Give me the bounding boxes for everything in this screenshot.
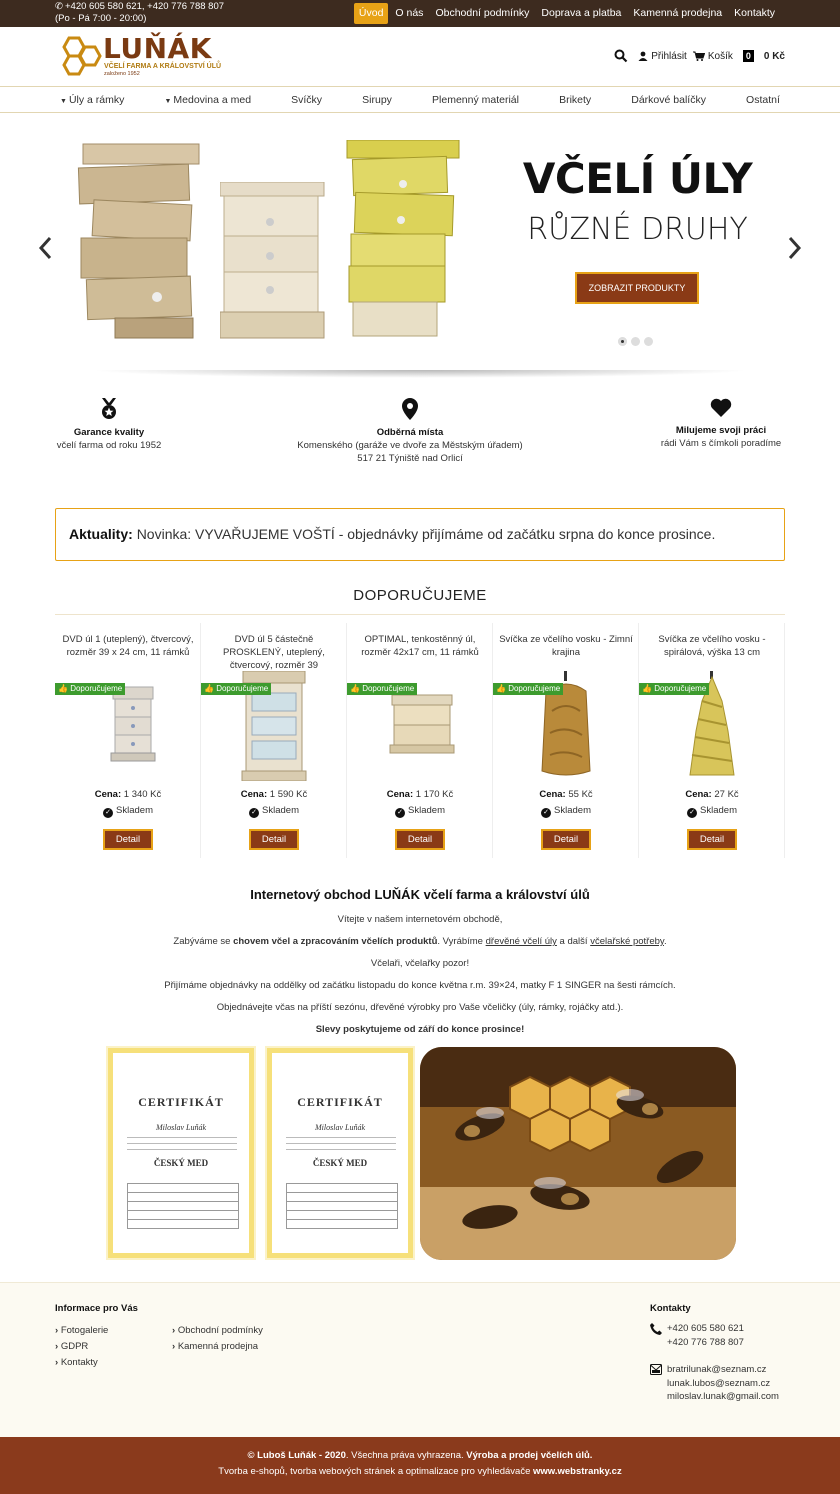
certificate-image[interactable]	[108, 1048, 254, 1258]
certificate-text-line	[127, 1143, 237, 1144]
heart-icon	[710, 398, 732, 418]
category-ostatni[interactable]: Ostatní	[746, 94, 780, 106]
product-name[interactable]: DVD úl 1 (uteplený), čtvercový, rozměr 39 x 24 cm, 11 rámků	[62, 634, 194, 658]
header-actions	[614, 49, 785, 63]
phone-icon: ✆	[55, 1, 63, 12]
logo-since: založeno 1952	[104, 71, 140, 77]
price-label: Cena:	[240, 789, 268, 800]
footer-link-kontakty[interactable]: › Kontakty	[55, 1357, 98, 1368]
footer-links-col-2	[172, 1323, 263, 1355]
intro-paragraph: Přijímáme objednávky na oddělky od začátku listopadu do konce května r.m. 39×24, matky F 1 SINGER na šesti rámcích.	[164, 980, 676, 991]
price-value: 1 340 Kč	[123, 789, 162, 800]
stock-status	[639, 805, 785, 818]
certificate-text-line	[127, 1137, 237, 1138]
certificate-table	[286, 1183, 398, 1229]
intro-paragraph: Objednávejte včas na příští sezónu, dřevěné výrobky pro Vaše včeličky (úly, rámky, rojáčky atd.).	[216, 1002, 624, 1013]
phone-numbers: +420 605 580 621, +420 776 788 807	[65, 1, 225, 12]
contact-info	[55, 1, 224, 25]
footer-phone[interactable]: +420 776 788 807	[667, 1336, 744, 1348]
detail-button[interactable]: Detail	[103, 829, 153, 850]
logo-tagline: VČELÍ FARMA A KRÁLOVSTVÍ ÚLŮ	[104, 63, 222, 70]
news-label: Aktuality:	[69, 526, 133, 542]
thumbs-up-icon: 👍	[58, 684, 68, 693]
certificate-product: ČESKÝ MED	[312, 1158, 368, 1168]
detail-button[interactable]: Detail	[541, 829, 591, 850]
product-price	[55, 789, 201, 800]
footer-email[interactable]: lunak.lubos@seznam.cz	[667, 1377, 771, 1389]
site-header	[0, 27, 840, 87]
recommended-badge	[347, 683, 417, 695]
medal-icon	[99, 398, 119, 420]
feature-love	[655, 398, 787, 450]
intro-paragraph	[55, 1019, 785, 1041]
map-pin-icon	[402, 398, 418, 420]
copyright-bar	[0, 1437, 840, 1494]
price-label: Cena:	[94, 789, 122, 800]
price-value: 27 Kč	[714, 789, 739, 800]
show-products-button[interactable]: ZOBRAZIT PRODUKTY	[575, 272, 699, 304]
category-svicky[interactable]: Svíčky	[291, 94, 323, 106]
certificate-image[interactable]	[267, 1048, 413, 1258]
product-price	[493, 789, 639, 800]
certificate-text-line	[286, 1137, 396, 1138]
caret-down-icon: ▼	[60, 98, 67, 105]
envelope-icon	[650, 1364, 662, 1375]
credits-link[interactable]: www.webstranky.cz	[533, 1466, 622, 1477]
thumbs-up-icon: 👍	[642, 684, 652, 693]
certificate-name: Miloslav Luňák	[315, 1123, 365, 1132]
price-label: Cena:	[685, 789, 712, 800]
phone-icon	[650, 1323, 662, 1335]
intro-paragraph	[55, 931, 785, 953]
category-brikety[interactable]: Brikety	[559, 94, 592, 106]
badge-label: Doporučujeme	[70, 684, 123, 693]
top-bar	[0, 0, 840, 27]
intro-bold-text: Slevy poskytujeme od září do konce prosince!	[315, 1024, 525, 1035]
certificate-name: Miloslav Luňák	[156, 1123, 206, 1132]
price-value: 55 Kč	[568, 789, 593, 800]
footer-email[interactable]: bratrilunak@seznam.cz	[667, 1364, 767, 1375]
intro-bold-text: chovem včel a zpracováním včelích produktů	[233, 936, 438, 947]
slider-dot-3[interactable]	[644, 337, 653, 346]
product-name[interactable]: DVD úl 5 částečně PROSKLENÝ, uteplený, čtvercový, rozměr 39	[223, 634, 325, 671]
recommended-badge	[201, 683, 271, 695]
hero-slider	[0, 114, 840, 376]
detail-button[interactable]: Detail	[395, 829, 445, 850]
link-beekeeping-supplies[interactable]: včelařské potřeby	[590, 936, 664, 947]
feature-title: Odběrná místa	[376, 427, 444, 438]
certificate-text-line	[286, 1143, 396, 1144]
stock-status	[201, 805, 347, 818]
user-icon	[638, 51, 648, 61]
recommended-title: DOPORUČUJEME	[55, 587, 785, 615]
intro-text: Zabýváme se	[173, 936, 234, 947]
site-logo[interactable]	[55, 34, 245, 78]
product-card[interactable]	[639, 623, 785, 858]
certificate-text-line	[127, 1149, 237, 1150]
topnav-kontakty[interactable]: Kontakty	[734, 7, 775, 19]
topnav-uvod[interactable]: Úvod	[354, 3, 389, 24]
cart-label: Košík	[707, 50, 733, 62]
caret-down-icon: ▼	[164, 98, 172, 105]
product-card[interactable]	[55, 623, 201, 858]
hive-image-natural	[75, 138, 203, 344]
feature-title: Milujeme svoji práci	[675, 425, 767, 436]
category-label: Medovina a med	[173, 94, 252, 106]
stock-label: Skladem	[262, 805, 299, 816]
honeycomb-logo-icon	[55, 34, 103, 78]
footer-email[interactable]: miloslav.lunak@gmail.com	[667, 1391, 779, 1402]
stock-label: Skladem	[116, 805, 153, 816]
stock-label: Skladem	[554, 805, 591, 816]
topnav-obchodni-podminky[interactable]: Obchodní podmínky	[435, 7, 530, 19]
credits-text: Tvorba e-shopů, tvorba webových stránek a optimalizace pro vyhledávače	[218, 1466, 534, 1477]
category-plemenny-material[interactable]: Plemenný materiál	[432, 94, 519, 106]
slider-shadow-divider	[90, 370, 750, 378]
slide-subtitle: RŮZNÉ DRUHY	[527, 212, 748, 247]
topnav-doprava-a-platba[interactable]: Doprava a platba	[541, 7, 622, 19]
recommended-badge	[639, 683, 709, 695]
certificate-title: CERTIFIKÁT	[138, 1095, 224, 1109]
footer-emails	[667, 1363, 779, 1404]
product-name[interactable]: Svíčka ze včelího vosku - spirálová, výška 13 cm	[658, 634, 766, 658]
stock-status	[347, 805, 493, 818]
feature-pickup	[285, 398, 535, 465]
footer-link-gdpr[interactable]: › GDPR	[55, 1341, 88, 1352]
price-value: 1 170 Kč	[415, 789, 454, 800]
topnav-o-nas[interactable]: O nás	[395, 7, 424, 19]
intro-paragraph: Včelaři, včelařky pozor!	[370, 958, 470, 969]
check-circle-icon: ✓	[687, 808, 697, 818]
thumbs-up-icon: 👍	[204, 684, 214, 693]
logo-brand: LUŇÁK	[103, 32, 212, 65]
link-wooden-hives[interactable]: dřevěné včelí úly	[485, 936, 557, 947]
login-label: Přihlásit	[651, 50, 687, 62]
stock-status	[493, 805, 639, 818]
check-circle-icon: ✓	[541, 808, 551, 818]
footer-link-obchodni-podminky[interactable]: › Obchodní podmínky	[172, 1325, 263, 1336]
thumbs-up-icon: 👍	[496, 684, 506, 693]
footer-phone[interactable]: +420 605 580 621	[667, 1323, 744, 1334]
category-darkove-balicky[interactable]: Dárkové balíčky	[631, 94, 706, 106]
check-circle-icon: ✓	[395, 808, 405, 818]
certificate-product: ČESKÝ MED	[153, 1158, 209, 1168]
product-list	[55, 623, 785, 858]
category-medovina-a-med[interactable]	[164, 88, 251, 114]
product-card[interactable]	[201, 623, 347, 858]
category-uly-a-ramky[interactable]	[60, 88, 124, 114]
stock-label: Skladem	[700, 805, 737, 816]
certificate-text-line	[286, 1149, 396, 1150]
slide-title: VČELÍ ÚLY	[522, 154, 753, 203]
footer-contacts-title: Kontakty	[650, 1303, 691, 1314]
intro-text: a další	[556, 936, 591, 947]
opening-hours: (Po - Pá 7:00 - 20:00)	[55, 13, 147, 24]
chevron-left-icon[interactable]	[38, 236, 52, 260]
price-label: Cena:	[539, 789, 566, 800]
slider-dots	[618, 337, 653, 346]
product-price	[201, 789, 347, 800]
product-card[interactable]	[347, 623, 493, 858]
news-text: Novinka: VYVAŘUJEME VOŠTÍ - objednávky přijímáme od začátku srpna do konce prosince.	[136, 526, 716, 542]
bees-photo[interactable]	[420, 1047, 736, 1260]
certificate-table	[127, 1183, 239, 1229]
hive-image-yellow	[343, 140, 461, 340]
check-circle-icon: ✓	[249, 808, 259, 818]
thumbs-up-icon: 👍	[350, 684, 360, 693]
detail-button[interactable]: Detail	[249, 829, 299, 850]
badge-label: Doporučujeme	[362, 684, 415, 693]
shop-intro	[55, 887, 785, 1041]
badge-label: Doporučujeme	[654, 684, 707, 693]
cart-count-badge: 0	[743, 50, 754, 62]
product-name[interactable]: OPTIMAL, tenkostěnný úl, rozměr 42x17 cm, 11 rámků	[361, 634, 479, 658]
feature-title: Garance kvality	[73, 427, 145, 438]
category-navigation	[0, 88, 840, 113]
copyright-tagline: Výroba a prodej včelích úlů.	[466, 1450, 593, 1461]
footer-link-kamenna-prodejna[interactable]: › Kamenná prodejna	[172, 1341, 258, 1352]
check-circle-icon: ✓	[103, 808, 113, 818]
detail-button[interactable]: Detail	[687, 829, 737, 850]
footer-phones	[667, 1322, 744, 1349]
footer-info-title: Informace pro Vás	[55, 1303, 138, 1314]
feature-quality	[55, 398, 163, 452]
cart-icon	[693, 51, 705, 61]
hive-image-white	[220, 182, 325, 342]
feature-text: včelí farma od roku 1952	[56, 440, 162, 451]
feature-text: rádi Vám s čímkoli poradíme	[660, 438, 782, 449]
copyright-text: . Všechna práva vyhrazena.	[345, 1450, 467, 1461]
intro-text: .	[663, 936, 667, 947]
search-icon[interactable]	[614, 49, 628, 63]
cart-total: 0 Kč	[763, 50, 785, 62]
intro-paragraph: Vítejte v našem internetovém obchodě,	[337, 914, 503, 925]
product-name[interactable]: Svíčka ze včelího vosku - Zimní krajina	[499, 634, 633, 658]
footer-links-col-1	[55, 1323, 108, 1371]
slider-dot-1[interactable]	[618, 337, 627, 346]
category-sirupy[interactable]: Sirupy	[362, 94, 392, 106]
footer-link-fotogalerie[interactable]: › Fotogalerie	[55, 1325, 108, 1336]
product-card[interactable]	[493, 623, 639, 858]
product-price	[347, 789, 493, 800]
badge-label: Doporučujeme	[508, 684, 561, 693]
feature-text-2: 517 21 Týniště nad Orlicí	[357, 453, 463, 464]
login-link[interactable]	[638, 51, 687, 62]
stock-status	[55, 805, 201, 818]
certificate-title: CERTIFIKÁT	[297, 1095, 383, 1109]
price-label: Cena:	[386, 789, 414, 800]
stock-label: Skladem	[408, 805, 445, 816]
top-navigation	[352, 3, 780, 24]
intro-title: Internetový obchod LUŇÁK včelí farma a království úlů	[250, 887, 590, 902]
site-footer	[0, 1282, 840, 1437]
category-label: Úly a rámky	[68, 94, 125, 106]
intro-text: . Vyrábíme	[437, 936, 486, 947]
copyright-owner: © Luboš Luňák - 2020	[247, 1450, 346, 1461]
recommended-badge	[493, 683, 563, 695]
badge-label: Doporučujeme	[216, 684, 269, 693]
price-value: 1 590 Kč	[269, 789, 308, 800]
topnav-kamenna-prodejna[interactable]: Kamenná prodejna	[633, 7, 723, 19]
recommended-badge	[55, 683, 125, 695]
feature-text: Komenského (garáže ve dvoře za Městským úřadem)	[297, 440, 523, 451]
slider-dot-2[interactable]	[631, 337, 640, 346]
product-price	[639, 789, 785, 800]
chevron-right-icon[interactable]	[788, 236, 802, 260]
cart-link[interactable]	[693, 51, 733, 62]
news-banner	[55, 508, 785, 561]
